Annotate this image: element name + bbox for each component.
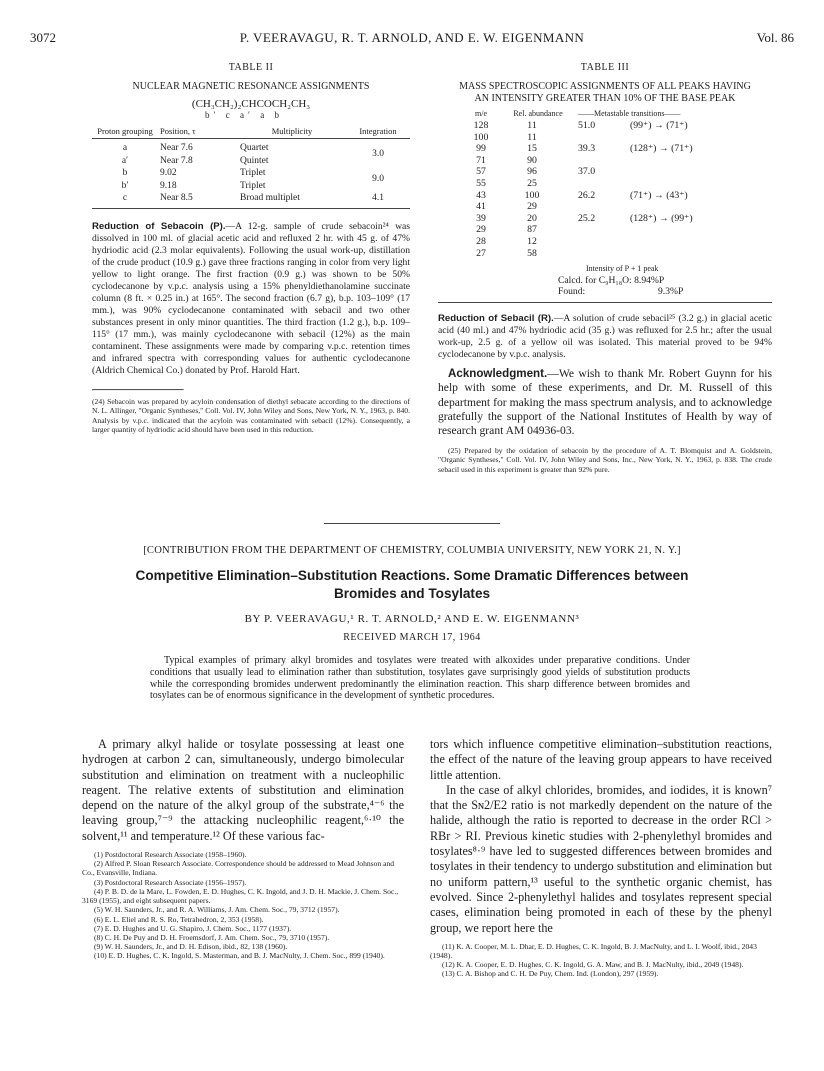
table-row: 100 11 (473, 131, 537, 143)
body-paragraph-1: A primary alkyl halide or tosylate possessing at least one hydrogen at carbon 2 can, simultaneously, undergo bimolecular substitution and elimination on treatment with a nucleophilic reagent. The relative extents of substitution and elimination depend on the nature of the alkyl group of the substrate,⁴⁻⁶ the leaving group,⁷⁻⁹ the attacking nucleophilic reagent,⁶·¹⁰ the solvent,¹¹ and temperature.¹² Of these various fac- (82, 737, 404, 843)
reduction-sebacoin-text: —A 12-g. sample of crude sebacoin²⁴ was dissolved in 100 ml. of glacial acetic acid and refluxed 2 hr. with 45 g. of 47% hydriodic acid (2.3 molar equivalents). Following the usual work-up, distillation of the crude product (10.9 g.) gave three fractions ranging in color from very light yellow to light orange. The first fraction (0.9 g.) was shown to be 50% cyclodecanone by v.p.c. analysis using a 15% phenyldiethanolamine succinate column (8 ft. × 0.25 in.) at 165°. The second fraction (6.7 g), b.p. 103–109° (17 mm.), was 90% cyclodecanone contaminated with sebacil and two other substances present in only minor quantities. The third fraction (1.2 g.), b.p. 109–115° (17 mm.), was mainly cyclodecanone with sebacil (12%) as the main contaminent. These assignments were made by comparing v.p.c. retention times and infrared spectra with corresponding values for authentic cyclodecanone (Aldrich Chemical Co.) donated by Prof. Harold Hart. (92, 220, 411, 377)
abstract: Typical examples of primary alkyl bromides and tosylates were treated with alkoxides under preparative conditions. Under conditions that usually lead to elimination rather than substitution, tosylates gave surprisingly good yields of substitution products while the corresponding bromides underwent predominantly the elimination reaction. This sharp difference between bromides and tosylates can be of enormous significance in the development of synthetic procedures. (150, 655, 690, 702)
footnote: (10) E. D. Hughes, C. K. Ingold, S. Masterman, and B. J. MacNulty, J. Chem. Soc., 899 (1940). (94, 951, 385, 961)
page-number: 3072 (30, 30, 56, 45)
footnote: (12) K. A. Cooper, E. D. Hughes, C. K. Ingold, G. A. Maw, and B. J. MacNulty, ibid., 2049 (1948). (442, 960, 744, 970)
mass-spec-table (458, 109, 756, 259)
body-paragraph-3: In the case of alkyl chlorides, bromides, and iodides, it is known⁷ that the Sɴ2/E2 ratio is not markedly dependent on the nature of the halide, although the ratio is reported to decrease in the order RCl > RBr > RI. Previous kinetic studies with 2-phenylethyl bromides and tosylates⁸·⁹ have led to suggested differences between bromides and tosylates in their tendency to undergo substitution and elimination but no uniform pattern,¹³ useful to the synthetic organic chemist, has evolved. Since 2-phenylethyl halides and tosylates represent special cases, elimination being promoted in each of these by the phenyl group, we report here the (430, 782, 772, 935)
contribution-line: [CONTRIBUTION FROM THE DEPARTMENT OF CHEMISTRY, COLUMBIA UNIVERSITY, NEW YORK 21, N. Y.] (143, 545, 681, 556)
footnote: (2) Alfred P. Sloan Research Associate. Correspondence should be addressed to Mead Johnson and Co., Evansville, Indiana. (82, 859, 395, 878)
acknowledgment-paragraph (438, 367, 772, 438)
table-2-caption: NUCLEAR MAGNETIC RESONANCE ASSIGNMENTS (132, 81, 370, 92)
footnote: (11) K. A. Cooper, M. L. Dhar, E. D. Hughes, C. K. Ingold, B. J. MacNulty, and L. I. Woolf, ibid., 2043 (1948). (430, 941, 757, 961)
footnote: (13) C. A. Bishop and C. H. De Puy, Chem. Ind. (London), 297 (1959). (442, 969, 659, 979)
table-row: 99 15 39.3 (128⁺) → (71⁺) (476, 143, 693, 155)
reduction-sebacil-text: —A solution of crude sebacil²⁵ (3.2 g.) in glacial acetic acid (40 ml.) and 47% hydriodic acid (35 g.) was refluxed for 2.5 hr.; after the usual work-up, 2.5 g. of a yellow oil was isolated. This material proved to be 94% cyclodecanone by v.p.c. analysis. (438, 312, 772, 361)
footnote: (4) P. B. D. de la Mare, L. Fowden, E. D. Hughes, C. K. Ingold, and J. D. H. Mackie, J. Chem. Soc., 3169 (1955), and eight subsequent papers. (82, 886, 399, 906)
table-3-caption: MASS SPECTROSCOPIC ASSIGNMENTS OF ALL PEAKS HAVING AN INTENSITY GREATER THAN 10% OF THE BASE PEAK (459, 81, 751, 104)
table-row: 57 96 37.0 (476, 166, 596, 178)
nmr-header-grouping: Proton grouping (97, 126, 153, 136)
running-head-authors: P. VEERAVAGU, R. T. ARNOLD, AND E. W. EIGENMANN (239, 30, 585, 45)
table-2-label: TABLE II (228, 62, 274, 73)
body-right-column (430, 737, 772, 979)
footnote: (1) Postdoctoral Research Associate (1958–1960). (94, 850, 247, 860)
footnote-25: (25) Prepared by the oxidation of sebacoin by the procedure of A. T. Blomquist and A. Goldstein, "Organic Syntheses," Coll. Vol. IV, John Wiley and Sons, Inc., New York, N. Y., 1963, p. 838. The crude sebacil used in this experiment is greater than 92% pure. (438, 446, 772, 474)
intensity-label: Intensity of P + 1 peak (586, 264, 659, 274)
footnote: (6) E. L. Eliel and R. S. Ro, Tetrahedron, 2, 353 (1958). (94, 914, 264, 924)
footnotes-right (430, 942, 772, 979)
footnote: (8) C. H. De Puy and D. H. Froemsdorf, J. Am. Chem. Soc., 79, 3710 (1957). (94, 932, 330, 942)
footnotes-left (82, 850, 404, 960)
table-row: 43 100 26.2 (71⁺) → (43⁺) (476, 189, 688, 201)
body-paragraph-2: tors which influence competitive elimination–substitution reactions, the effect of the nature of the leaving group appears to have received little attention. (430, 737, 772, 782)
byline: BY P. VEERAVAGU,¹ R. T. ARNOLD,² AND E. W. EIGENMANN³ (244, 613, 580, 625)
footnote: (9) W. H. Saunders, Jr., and D. H. Edison, ibid., 82, 138 (1960). (94, 942, 288, 952)
right-top-column (438, 62, 772, 474)
reduction-sebacil-heading: Reduction of Sebacil (R). (438, 312, 554, 324)
table-row: 39 20 25.2 (128⁺) → (99⁺) (476, 212, 693, 224)
section-divider (324, 523, 500, 524)
table-row: a′ Near 7.8 Quintet (121, 155, 269, 166)
footnote: (3) Postdoctoral Research Associate (1956–1957). (94, 877, 247, 887)
table-row: b′ 9.18 Triplet (121, 180, 266, 191)
footnote: (5) W. H. Saunders, Jr., and R. A. Williams, J. Am. Chem. Soc., 79, 3712 (1957). (94, 905, 340, 915)
article-title: Competitive Elimination–Substitution Reactions. Some Dramatic Differences between Bromides and Tosylates (135, 568, 689, 601)
acknowledgment-text: —We wish to thank Mr. Robert Guynn for his help with some of these experiments, and Dr. M. Russell of this department for making the mass spectrum analysis, and to acknowledge gratefully the support of the National Institutes of Health by way of research grant AM 04936-03. (438, 367, 772, 437)
ms-header-abundance: Rel. abundance (513, 109, 563, 118)
left-top-column (92, 62, 410, 434)
table-3-label: TABLE III (580, 62, 630, 73)
table-row: 128 11 51.0 (99⁺) → (71⁺) (473, 120, 688, 131)
reduction-sebacil-paragraph (438, 313, 772, 361)
reduction-sebacoin-paragraph (92, 221, 410, 378)
calcd-line: Calcd. for C₉H₁₈O: 8.94%P (558, 274, 665, 286)
received-date: RECEIVED MARCH 17, 1964 (343, 632, 481, 643)
table-3-bottom-rule (438, 302, 772, 303)
footnote-24: (24) Sebacoin was prepared by acyloin condensation of diethyl sebacate according to the directions of N. L. Allinger, "Organic Syntheses," Coll. Vol. IV, John Wiley and Sons, New York, N. Y., 1963, p. 840. Analysis by v.p.c. indicated that the acyloin was contaminated with sebacil (12%). Consequently, a larger quantity of hydriodic acid should have been used in this reduction. (92, 397, 410, 434)
ms-header-metastable: ——Metastable transitions—— (578, 109, 681, 118)
table-row: 71 90 (476, 154, 537, 166)
footnote-rule (92, 389, 184, 391)
table-2-formula: (CH₃CH₂)₂CHCOCH₂CH₃ (191, 98, 311, 110)
acknowledgment-heading: Acknowledgment. (448, 367, 548, 381)
table-row: 28 12 (476, 235, 537, 247)
nmr-header-position: Position, τ (160, 126, 196, 136)
table-row: 55 25 (476, 177, 537, 189)
table-row: c Near 8.5 Broad multiplet 4.1 (122, 193, 384, 203)
reduction-sebacoin-heading: Reduction of Sebacoin (P). (92, 220, 226, 232)
table-row: a Near 7.6 Quartet 3.0 (122, 143, 384, 160)
body-left-column (82, 737, 404, 961)
intensity-block (558, 263, 772, 298)
ms-header-me: m/e (475, 109, 487, 118)
volume-number: Vol. 86 (756, 30, 794, 45)
found-line: Found: 9.3%P (558, 286, 684, 298)
table-row: 41 29 (476, 201, 537, 213)
table-row: 29 87 (476, 224, 537, 236)
nmr-table (92, 126, 410, 209)
table-row: 27 58 (476, 247, 537, 259)
table-2-formula-labels: b′ c a′ a b (205, 110, 283, 120)
nmr-header-multiplicity: Multiplicity (271, 126, 313, 136)
nmr-header-integration: Integration (359, 126, 397, 136)
table-row: b 9.02 Triplet 9.0 (122, 168, 384, 185)
running-head (30, 30, 794, 50)
footnote: (7) E. D. Hughes and U. G. Shapiro, J. Chem. Soc., 1177 (1937). (94, 923, 292, 933)
